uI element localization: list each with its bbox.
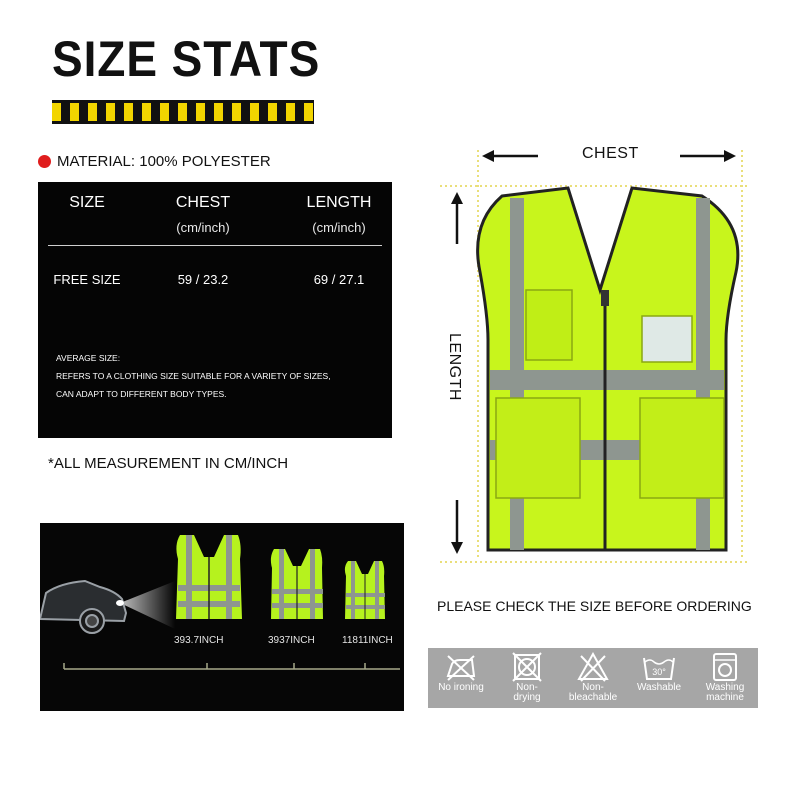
chest-label: CHEST xyxy=(582,145,639,162)
vest-diagram xyxy=(430,140,770,580)
header-length: LENGTH (cm/inch) xyxy=(306,194,372,235)
distance-label-2: 3937INCH xyxy=(268,635,315,646)
cell-length: 69 / 27.1 xyxy=(313,272,365,287)
care-non-bleachable: Non- bleachable xyxy=(562,652,624,703)
car-icon xyxy=(40,581,126,633)
distance-label-3: 11811INCH xyxy=(342,635,393,646)
headlight-beam xyxy=(120,581,175,629)
night-scene xyxy=(40,523,404,711)
svg-text:30°: 30° xyxy=(652,667,666,677)
washable-icon xyxy=(642,652,676,682)
vest-small xyxy=(345,561,385,619)
visibility-panel xyxy=(40,523,404,711)
table-divider xyxy=(48,245,382,246)
header-size: SIZE xyxy=(69,194,105,211)
vest-large xyxy=(176,535,242,619)
cell-chest: 59 / 23.2 xyxy=(177,272,229,287)
care-no-ironing: No ironing xyxy=(430,652,492,693)
care-washable: 30° Washable xyxy=(628,652,690,693)
non-bleachable-icon xyxy=(576,652,610,682)
hazard-stripe xyxy=(52,100,314,124)
page-title: SIZE STATS xyxy=(52,31,321,87)
check-size-note: PLEASE CHECK THE SIZE BEFORE ORDERING xyxy=(437,598,752,614)
care-non-drying: Non- drying xyxy=(496,652,558,703)
distance-ruler xyxy=(64,663,400,669)
distance-label-1: 393.7INCH xyxy=(174,635,224,646)
vest-illustration xyxy=(478,188,738,550)
vest-medium xyxy=(271,549,323,619)
length-label: LENGTH xyxy=(446,333,463,401)
header-chest: CHEST (cm/inch) xyxy=(175,194,231,235)
washing-machine-icon xyxy=(708,652,742,682)
size-table xyxy=(38,182,392,438)
cell-size: FREE SIZE xyxy=(53,272,121,287)
material-text: MATERIAL: 100% POLYESTER xyxy=(57,153,271,170)
care-washing-machine: Washing machine xyxy=(694,652,756,703)
average-size-note: AVERAGE SIZE: REFERS TO A CLOTHING SIZE SUITABLE FOR A VARIETY OF SIZES, CAN ADAPT TO DIFFERENT BODY TYPES. xyxy=(56,353,331,399)
care-instructions xyxy=(428,648,758,708)
measurement-note: *ALL MEASUREMENT IN CM/INCH xyxy=(48,455,289,472)
non-drying-icon xyxy=(510,652,544,682)
red-bullet-icon xyxy=(38,155,51,168)
material-line xyxy=(38,153,271,170)
no-ironing-icon xyxy=(444,652,478,682)
